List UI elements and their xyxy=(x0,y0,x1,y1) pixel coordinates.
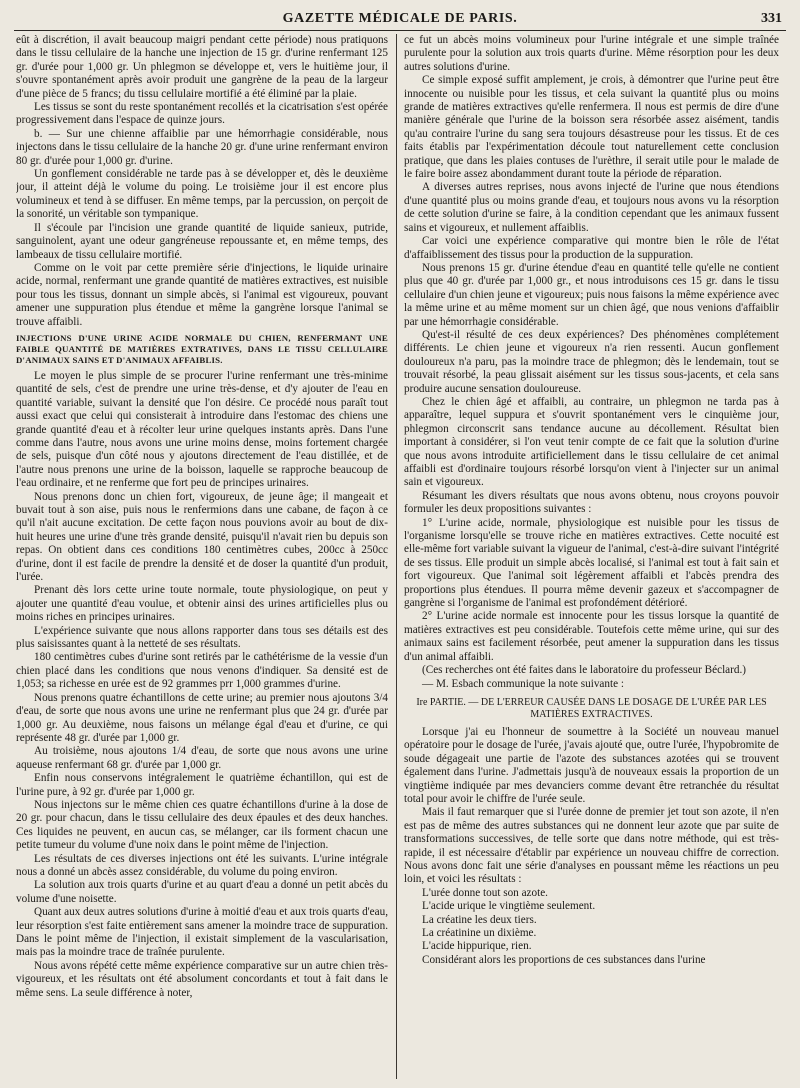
paragraph: — M. Esbach communique la note suivante : xyxy=(422,677,624,690)
list-item: La créatinine un dixième. xyxy=(422,927,537,939)
paragraph: 1° L'urine acide, normale, physiologique est nuisible pour les tissus de l'organisme lorsqu'elle se trouve riche en matières extractives. Cette nocuité est elle-même fort variable suivant la vigueur de l'animal, c'est-à-dire suivant l'intégrité de ses tissus. Elle produit un simple abcès localisé, si l'animal est tout à fait sain et fort vigoureux. Que l'animal soit légèrement affaibli et l'abcès prendra des proportions plus étendues. Il pourra même devenir gazeux et s'accompagner de gangrène si l'organisme de l'animal est profondément détérioré. xyxy=(404,516,779,610)
list-item: La créatine les deux tiers. xyxy=(422,913,537,926)
paragraph: b. — Sur une chienne affaiblie par une hémorrhagie considérable, nous injectons dans le tissu cellulaire de la hanche 20 gr. d'une urine renfermant environ 80 gr. d'urée pour 1,000 gr. d'urine. xyxy=(16,127,388,167)
paragraph: L'expérience suivante que nous allons rapporter dans tous ses détails est des plus saisissantes quant à la netteté de ses résultats. xyxy=(16,624,388,651)
part-heading: Ire PARTIE. — DE L'ERREUR CAUSÉE DANS LE DOSAGE DE L'URÉE PAR LES MATIÈRES EXTRACTIVES. xyxy=(416,696,767,720)
paragraph: Au troisième, nous ajoutons 1/4 d'eau, de sorte que nous avons une urine aqueuse renfermant 68 gr. d'urée par 1,000 gr. xyxy=(16,745,388,771)
paragraph: Car voici une expérience comparative qui montre bien le rôle de l'état d'affaiblissement des tissus pour la production de la suppuration. xyxy=(404,235,779,261)
left-column xyxy=(16,34,388,1079)
paragraph: Mais il faut remarquer que si l'urée donne de premier jet tout son azote, il n'en est pas de même des autres substances qui ne donnent leur azote que par suite de transformations successives, de telle sorte que dans notre méthode, qui est très-rapide, il est nécessaire d'établir par expérience un nouveau chiffre de correction. Nous avons donc fait une série d'analyses en poussant même les réactions un peu loin, et voici les résultats : xyxy=(404,806,779,886)
paragraph: Le moyen le plus simple de se procurer l'urine renfermant une très-minime quantité de sels, c'est de prendre une urine très-dense, et d'y ajouter de l'eau en quantité variable, suivant la densité que l'on désire. Ce procédé nous paraît tout aussi exact que celui qui consisterait à introduire dans l'estomac des chiens une grande quantité d'eau et à récolter leur urine quelques instants après. Dans l'une comme dans l'autre, nous avons une urine moins dense, moins fortement chargée de sels, puisque d'un côté nous y ajoutons directement de l'eau distillée, et de l'autre nous prenons une urine de la boisson, laquelle se rapproche beaucoup de l'eau ordinaire, et ne renferme que fort peu de principes urinaires. xyxy=(16,369,388,490)
page-header xyxy=(14,8,786,31)
list-item: L'acide urique le vingtième seulement. xyxy=(422,900,596,913)
paragraph: (Ces recherches ont été faites dans le laboratoire du professeur Béclard.) xyxy=(422,664,746,677)
paragraph: Enfin nous conservons intégralement le quatrième échantillon, qui est de l'urine pure, à 92 gr. d'urée par 1,000 gr. xyxy=(16,772,388,798)
paragraph: Les résultats de ces diverses injections ont été les suivants. L'urine intégrale nous a donné un abcès assez considérable, du volume du poing environ. xyxy=(16,852,388,878)
list-item: L'urée donne tout son azote. xyxy=(422,886,548,899)
paragraph: Nous prenons 15 gr. d'urine étendue d'eau en quantité telle qu'elle ne contient plus que 40 gr. d'urée par 1,000 gr., et nous introduisons ces 15 gr. dans le tissu cellulaire d'un chien jeune et vigoureux; puis nous faisons la même expérience avec la même urine et au même moment sur un chien âgé, que nous venions d'affaiblir par une hémorrhagie considérable. xyxy=(404,261,779,328)
paragraph: Chez le chien âgé et affaibli, au contraire, un phlegmon ne tarda pas à apparaître, lequel suppura et s'ouvrit spontanément vers le cinquième jour, phlegmon circonscrit sans tendance aucune au décollement. Résultat bien important à considérer, si l'on veut tenir compte de ce fait que la solution d'urine que nous avons introduite artificiellement dans le tissu cellulaire de cet animal affaibli est d'ordinaire toujours résorbé lorsqu'on vient à l'injecter sur un animal sain et vigoureux. xyxy=(404,395,779,489)
paragraph: Lorsque j'ai eu l'honneur de soumettre à la Société un nouveau manuel opératoire pour le dosage de l'urée, j'avais ajouté que, outre l'urée, l'hypobromite de soude dégageait une partie de l'azote des substances azotées qui se trouvent également dans l'urine. J'admettais jusqu'à de nouveaux essais la proportion de un vingtième indiquée par mes devanciers comme devant être retranchée du résultat total pour avoir le chiffre de l'urée seule. xyxy=(404,725,779,805)
paragraph: Comme on le voit par cette première série d'injections, le liquide urinaire acide, normal, renfermant une grande quantité de matières extractives, est nuisible pour tous les tissus, donnant un simple abcès, si l'animal est vigoureux, pouvant amener une suppuration plus étendue et même la gangrène lorsque l'animal se trouve affaibli. xyxy=(16,261,388,328)
results-list xyxy=(404,887,779,954)
paragraph: Prenant dès lors cette urine toute normale, toute physiologique, on peut y ajouter une quantité d'eau voulue, et obtenir ainsi des urines artificielles plus ou moins riches en principes urinaires. xyxy=(16,584,388,624)
right-column xyxy=(404,34,779,1079)
paragraph: Nous prenons donc un chien fort, vigoureux, de jeune âge; il mangeait et buvait tout à son aise, puis nous le renfermions dans une cabane, de façon à ce qu'il n'ait aucune excitation. De cette façon nous pouvions avoir au bout de dix-huit heures une urine d'une très grande densité, puisqu'il n'avait rien bu depuis son repas. On obtient dans ces conditions 180 centimètres cubes, 200cc à 250cc d'urine, dont il est facile de prendre la densité et de doser la quantité d'un produit, l'urée. xyxy=(16,490,388,584)
paragraph: Nous prenons quatre échantillons de cette urine; au premier nous ajoutons 3/4 d'eau, de sorte que nous avons une urine ne renfermant plus que 24 gr. d'urée par 1,000 gr. Au deuxième, nous faisons un mélange égal d'eau et d'urine, ce qui représente 48 gr. d'urée par 1,000 gr. xyxy=(16,691,388,744)
paragraph: Quant aux deux autres solutions d'urine à moitié d'eau et aux trois quarts d'eau, leur résorption s'est faite entièrement sans amener la moindre trace de suppuration. Dans le point même de l'injection, il existait simplement de la vascularisation, mais pas la moindre trace de traînée purulente. xyxy=(16,906,388,959)
paragraph: Qu'est-il résulté de ces deux expériences? Des phénomènes complétement différents. Le chien jeune et vigoureux n'a rien ressenti. Aucun gonflement douloureux n'a paru, pas la moindre trace de phlegmon; dès le lendemain, tout se trouvait résorbé, la peau glissait aisément sur les tissus sous-jacents, et cela sans produire aucune sensation douloureuse. xyxy=(404,328,779,395)
paragraph: Nous avons répété cette même expérience comparative sur un autre chien très-vigoureux, et les résultats ont été absolument concordants et tout à fait dans le même sens. La seule différence à noter, xyxy=(16,959,388,999)
paragraph: Les tissus se sont du reste spontanément recollés et la cicatrisation s'est opérée progressivement dans l'espace de quinze jours. xyxy=(16,101,388,127)
paragraph: eût à discrétion, il avait beaucoup maigri pendant cette période) nous pratiquons dans le tissu cellulaire de la hanche une injection de 15 gr. d'urine renfermant 125 gr. d'urée pour 1,000 gr. Un phlegmon se développe et, vers le huitième jour, il s'ouvre spontanément après avoir produit une gangrène de la peau de la largeur d'une pièce de 5 francs; du tissu cellulaire mortifié a été éliminé par la plaie. xyxy=(16,34,388,100)
column-divider xyxy=(396,34,397,1079)
paragraph: Ce simple exposé suffit amplement, je crois, à démontrer que l'urine peut être innocente ou nuisible pour les tissus, et cela suivant la quantité plus ou moins grande de matières extractives qu'elle renfermera. Il nous est permis de dire d'une manière générale que l'urine de la boisson sera résorbée assez aisément, tandis qu'au contraire l'urine du sang sera toujours désastreuse pour les tissus. Et de ces faits établis par l'expérimentation découle tout naturellement cette conclusion pratique, que dans les plaies contuses de l'urèthre, il serait utile pour le malade de le faire boire assez abondamment durant toute la période de réparation. xyxy=(404,74,779,181)
list-item: L'acide hippurique, rien. xyxy=(422,940,532,953)
paragraph: La solution aux trois quarts d'urine et au quart d'eau a donné un petit abcès du volume d'une noisette. xyxy=(16,879,388,905)
paragraph: A diverses autres reprises, nous avons injecté de l'urine que nous étendions d'une quantité plus ou moins grande d'eau, et toujours nous avons vu la résorption de cette solution d'urine se faire, à la condition cependant que les animaux fussent sains et vigoureux, et nullement affaiblis. xyxy=(404,181,779,234)
paragraph: Résumant les divers résultats que nous avons obtenu, nous croyons pouvoir formuler les deux propositions suivantes : xyxy=(404,489,779,516)
paragraph: Considérant alors les proportions de ces substances dans l'urine xyxy=(422,953,706,966)
paragraph: ce fut un abcès moins volumineux pour l'urine intégrale et une simple traînée purulente pour la solution aux trois quarts d'urine. Même résorption pour les deux autres solutions d'urine. xyxy=(404,34,779,73)
journal-title: GAZETTE MÉDICALE DE PARIS. xyxy=(282,11,518,26)
paragraph: 2° L'urine acide normale est innocente pour les tissus lorsque la quantité de matières extractives est peu considérable. Toutefois cette même urine, qui sur des animaux sains est facilement résorbée, peut amener la suppuration dans les tissus d'un animal affaibli. xyxy=(404,610,779,663)
paragraph: Il s'écoule par l'incision une grande quantité de liquide sanieux, putride, sanguinolent, ayant une odeur gangréneuse repoussante et, en même temps, des lambeaux de tissu cellulaire mortifié. xyxy=(16,221,388,261)
paragraph: Un gonflement considérable ne tarde pas à se développer et, dès le deuxième jour, il atteint déjà le volume du poing. Le troisième jour il est encore plus volumineux et tend à se diffuser. En même temps, par la percussion, on perçoit de la sonorité, un véritable son tympanique. xyxy=(16,168,388,221)
page-number: 331 xyxy=(761,11,782,26)
section-subheading: INJECTIONS D'UNE URINE ACIDE NORMALE DU CHIEN, RENFERMANT UNE FAIBLE QUANTITÉ DE MATIÈRES EXTRATIVES, DANS LE TISSU CELLULAIRE D'ANIMAUX SAINS ET D'ANIMAUX AFFAIBLIS. xyxy=(16,332,388,365)
paragraph: Nous injectons sur le même chien ces quatre échantillons d'urine à la dose de 20 gr. pour chacun, dans le tissu cellulaire des deux épaules et des deux hanches. Ces liquides ne peuvent, en aucun cas, se mélanger, car ils forment chacun une petite tumeur du volume d'une noix dans le point même de l'injection. xyxy=(16,798,388,852)
paragraph: 180 centimètres cubes d'urine sont retirés par le cathétérisme de la vessie d'un chien placé dans les conditions que nous venons d'indiquer. Sa densité est de 1,053; sa richesse en urée est de 92 grammes prr 1,000 grammes d'urine. xyxy=(16,651,388,691)
